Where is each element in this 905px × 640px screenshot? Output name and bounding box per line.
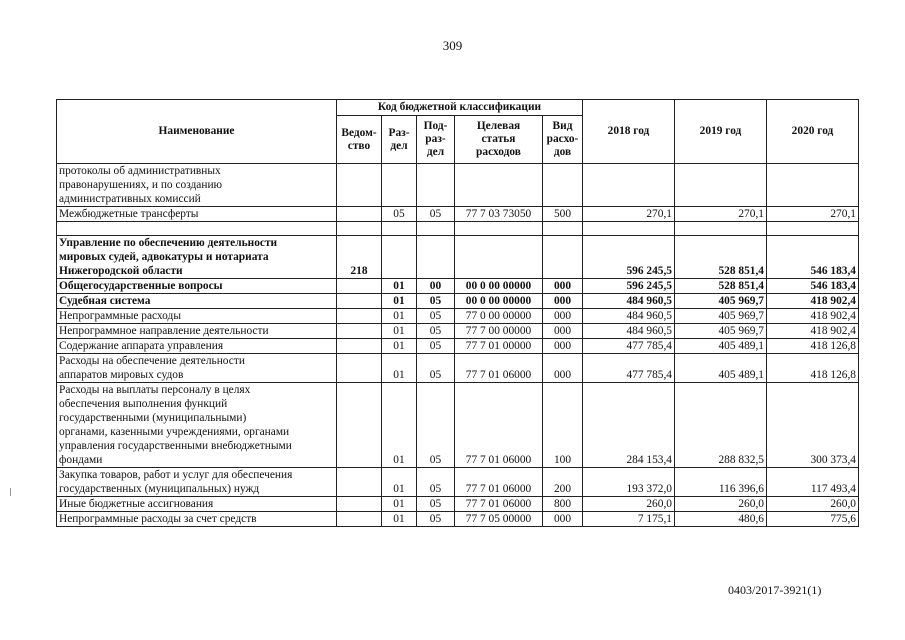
cell-dept: 218 <box>337 236 382 279</box>
table-row <box>57 236 859 279</box>
cell-y2019 <box>675 164 767 207</box>
cell-sub: 00 <box>417 279 455 294</box>
cell-y2018: 596 245,5 <box>583 279 675 294</box>
cell-type: 000 <box>543 324 583 339</box>
row-name: Управление по обеспечению деятельности мировых судей, адвокатуры и нотариата Нижегородской области <box>57 236 337 279</box>
cell-y2020: 270,1 <box>767 207 859 222</box>
table-row <box>57 294 859 309</box>
cell-type: 000 <box>543 279 583 294</box>
header-name: Наименование <box>57 100 337 164</box>
cell-dept <box>337 309 382 324</box>
cell-sec: 05 <box>382 207 417 222</box>
cell-y2020: 260,0 <box>767 497 859 512</box>
cell-dept <box>337 383 382 468</box>
cell-dept <box>337 279 382 294</box>
row-name: Общегосударственные вопросы <box>57 279 337 294</box>
cell-dept <box>337 164 382 207</box>
cell-sub: 05 <box>417 294 455 309</box>
cell-dept <box>337 294 382 309</box>
row-name: Межбюджетные трансферты <box>57 207 337 222</box>
table-row <box>57 354 859 383</box>
table-row <box>57 512 859 527</box>
table-row <box>57 497 859 512</box>
cell-target: 77 7 01 06000 <box>455 354 543 383</box>
cell-sub <box>417 164 455 207</box>
cell-y2018: 484 960,5 <box>583 309 675 324</box>
cell-dept <box>337 207 382 222</box>
cell-target <box>455 236 543 279</box>
cell-sub <box>417 236 455 279</box>
cell-y2020: 546 183,4 <box>767 236 859 279</box>
cell-sub: 05 <box>417 309 455 324</box>
cell-dept <box>337 497 382 512</box>
cell-type: 000 <box>543 294 583 309</box>
cell-sub: 05 <box>417 383 455 468</box>
header-2019: 2019 год <box>675 100 767 164</box>
cell-target: 77 7 01 06000 <box>455 468 543 497</box>
header-classification: Код бюджетной классификации <box>337 100 583 116</box>
table-row <box>57 324 859 339</box>
cell-y2019: 116 396,6 <box>675 468 767 497</box>
row-name: Расходы на выплаты персоналу в целях обеспечения выполнения функций государственными (муниципальными) органами, казенными учреждениями, органами управления государственными внебюджетными фондами <box>57 383 337 468</box>
cell-type: 000 <box>543 309 583 324</box>
row-name: Содержание аппарата управления <box>57 339 337 354</box>
cell-y2020: 418 126,8 <box>767 339 859 354</box>
cell-y2019: 528 851,4 <box>675 279 767 294</box>
cell-y2020: 418 902,4 <box>767 294 859 309</box>
cell-target <box>455 164 543 207</box>
cell-sub: 05 <box>417 354 455 383</box>
cell-y2018: 193 372,0 <box>583 468 675 497</box>
cell-y2020: 775,6 <box>767 512 859 527</box>
cell-y2018: 270,1 <box>583 207 675 222</box>
header-subsection: Под- раз- дел <box>417 116 455 164</box>
cell-type: 800 <box>543 497 583 512</box>
table-row <box>57 309 859 324</box>
cell-y2018: 284 153,4 <box>583 383 675 468</box>
header-target: Целевая статья расходов <box>455 116 543 164</box>
cell-sec: 01 <box>382 497 417 512</box>
row-name: Расходы на обеспечение деятельности аппаратов мировых судов <box>57 354 337 383</box>
cell-y2019: 405 969,7 <box>675 294 767 309</box>
cell-target: 00 0 00 00000 <box>455 279 543 294</box>
cell-sub: 05 <box>417 324 455 339</box>
cell-y2020: 117 493,4 <box>767 468 859 497</box>
row-name: Непрограммное направление деятельности <box>57 324 337 339</box>
cell-sec: 01 <box>382 279 417 294</box>
cell-type: 000 <box>543 512 583 527</box>
cell-y2019: 405 489,1 <box>675 339 767 354</box>
header-2020: 2020 год <box>767 100 859 164</box>
cell-target: 00 0 00 00000 <box>455 294 543 309</box>
cell-sec: 01 <box>382 309 417 324</box>
cell-y2019: 405 969,7 <box>675 309 767 324</box>
cell-type: 200 <box>543 468 583 497</box>
cell-y2020: 418 902,4 <box>767 309 859 324</box>
cell-dept <box>337 468 382 497</box>
cell-type: 100 <box>543 383 583 468</box>
row-name: протоколы об административных правонарушениях, и по созданию административных комиссий <box>57 164 337 207</box>
header-expense-type: Вид расхо- дов <box>543 116 583 164</box>
cell-y2020: 546 183,4 <box>767 279 859 294</box>
cell-y2018: 596 245,5 <box>583 236 675 279</box>
cell-y2020: 300 373,4 <box>767 383 859 468</box>
cell-dept <box>337 324 382 339</box>
cell-y2019: 288 832,5 <box>675 383 767 468</box>
cell-target: 77 7 01 00000 <box>455 339 543 354</box>
cell-sub: 05 <box>417 497 455 512</box>
cell-type: 500 <box>543 207 583 222</box>
header-2018: 2018 год <box>583 100 675 164</box>
cell-y2020 <box>767 164 859 207</box>
document-code: 0403/2017-3921(1) <box>728 583 822 597</box>
cell-sub: 05 <box>417 512 455 527</box>
row-name: Иные бюджетные ассигнования <box>57 497 337 512</box>
cell-sec <box>382 236 417 279</box>
cell-target: 77 0 00 00000 <box>455 309 543 324</box>
cell-y2018: 477 785,4 <box>583 354 675 383</box>
cell-y2018: 484 960,5 <box>583 294 675 309</box>
cell-sub: 05 <box>417 468 455 497</box>
row-name: Закупка товаров, работ и услуг для обеспечения государственных (муниципальных) нужд <box>57 468 337 497</box>
cell-y2019: 405 489,1 <box>675 354 767 383</box>
row-name: Непрограммные расходы за счет средств <box>57 512 337 527</box>
cell-sec: 01 <box>382 354 417 383</box>
table-row <box>57 164 859 207</box>
cell-y2019: 480,6 <box>675 512 767 527</box>
cell-target: 77 7 01 06000 <box>455 383 543 468</box>
cell-y2019: 528 851,4 <box>675 236 767 279</box>
cell-sec: 01 <box>382 339 417 354</box>
cell-sec: 01 <box>382 512 417 527</box>
cell-y2019: 260,0 <box>675 497 767 512</box>
cell-y2018: 484 960,5 <box>583 324 675 339</box>
cell-y2019: 405 969,7 <box>675 324 767 339</box>
cell-sec: 01 <box>382 294 417 309</box>
table-row <box>57 339 859 354</box>
cell-y2018: 7 175,1 <box>583 512 675 527</box>
table-row <box>57 279 859 294</box>
cell-sub: 05 <box>417 339 455 354</box>
row-name: Судебная система <box>57 294 337 309</box>
cell-type <box>543 236 583 279</box>
cell-sec <box>382 164 417 207</box>
row-name: Непрограммные расходы <box>57 309 337 324</box>
table-row <box>57 383 859 468</box>
budget-table <box>56 99 859 527</box>
cell-sub: 05 <box>417 207 455 222</box>
cell-y2018 <box>583 164 675 207</box>
cell-type <box>543 164 583 207</box>
cell-target: 77 7 00 00000 <box>455 324 543 339</box>
cell-sec: 01 <box>382 468 417 497</box>
cell-sec: 01 <box>382 383 417 468</box>
page-number: 309 <box>442 38 463 53</box>
cell-y2018: 477 785,4 <box>583 339 675 354</box>
cell-type: 000 <box>543 339 583 354</box>
cell-target: 77 7 03 73050 <box>455 207 543 222</box>
cell-sec: 01 <box>382 324 417 339</box>
cell-y2020: 418 902,4 <box>767 324 859 339</box>
cell-y2019: 270,1 <box>675 207 767 222</box>
header-section: Раз- дел <box>382 116 417 164</box>
cell-y2020: 418 126,8 <box>767 354 859 383</box>
table-row <box>57 207 859 222</box>
scan-mark <box>10 488 11 496</box>
header-dept: Ведом- ство <box>337 116 382 164</box>
cell-dept <box>337 339 382 354</box>
cell-y2018: 260,0 <box>583 497 675 512</box>
cell-dept <box>337 354 382 383</box>
spacer-row <box>57 222 859 236</box>
cell-type: 000 <box>543 354 583 383</box>
cell-dept <box>337 512 382 527</box>
cell-target: 77 7 05 00000 <box>455 512 543 527</box>
table-row <box>57 468 859 497</box>
cell-target: 77 7 01 06000 <box>455 497 543 512</box>
